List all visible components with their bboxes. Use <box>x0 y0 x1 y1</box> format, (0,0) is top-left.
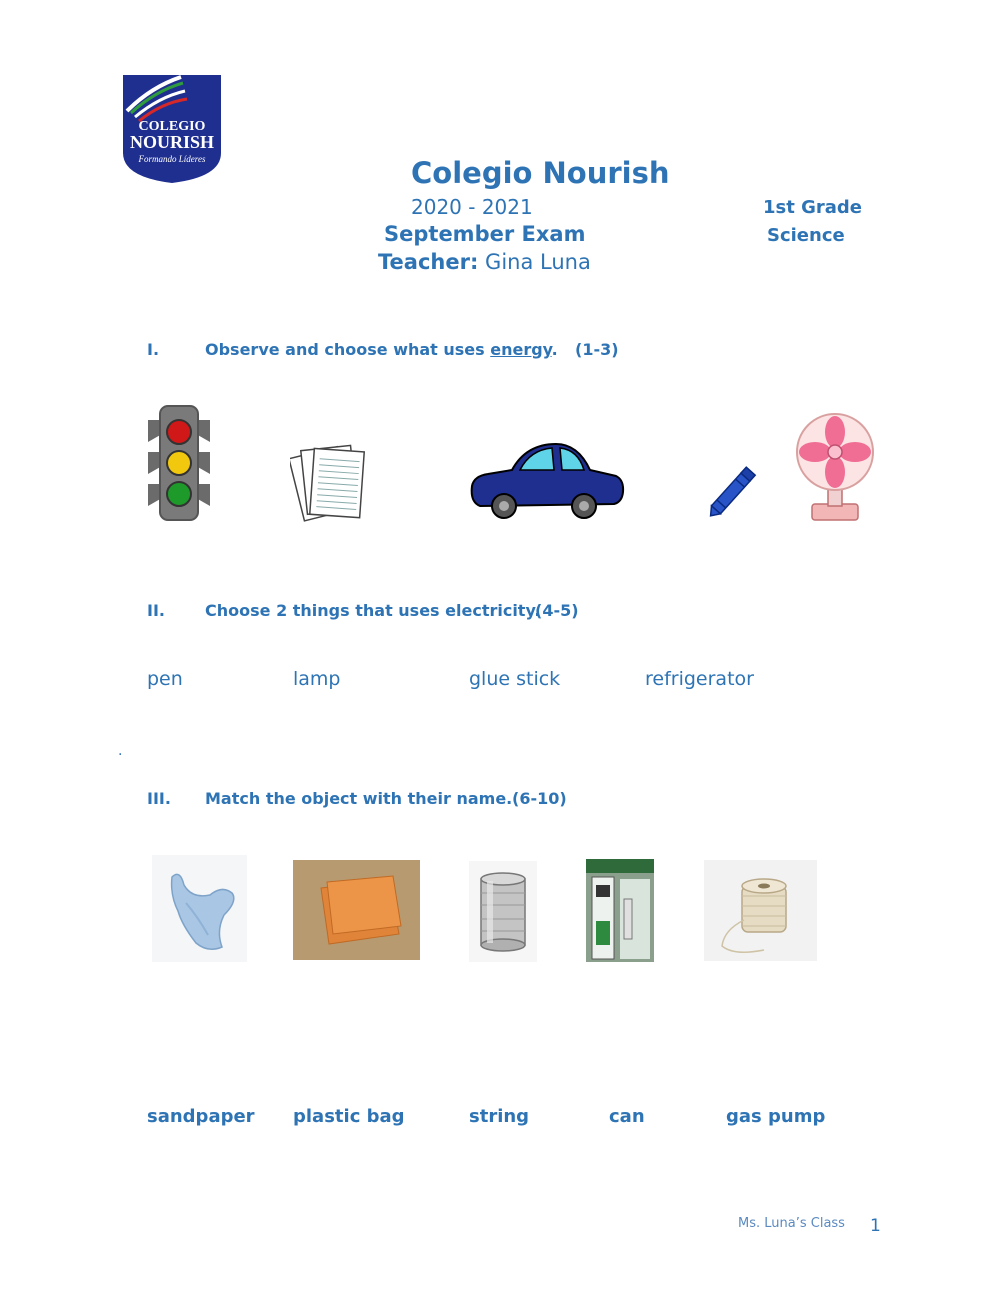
option-refrigerator[interactable]: refrigerator <box>645 668 754 690</box>
school-title: Colegio Nourish <box>411 156 670 190</box>
logo-line2: NOURISH <box>129 132 215 152</box>
paper-sheets-image[interactable] <box>290 440 370 525</box>
section1-range: (1-3) <box>575 340 619 359</box>
tin-can-photo[interactable] <box>469 861 537 962</box>
exam-title: September Exam <box>384 222 586 246</box>
section2-number: II. <box>147 601 165 620</box>
section3-instruction: Match the object with their name. <box>205 789 513 808</box>
logo-line3: Formando Líderes <box>138 154 206 164</box>
teacher-label: Teacher: <box>378 250 479 274</box>
school-logo <box>121 73 223 185</box>
pink-electric-fan-image[interactable] <box>794 410 876 524</box>
name-plastic-bag[interactable]: plastic bag <box>293 1106 405 1127</box>
subject-label: Science <box>767 225 845 246</box>
name-string[interactable]: string <box>469 1106 530 1127</box>
option-glue-stick[interactable]: glue stick <box>469 668 561 690</box>
teacher-name: Gina Luna <box>485 250 591 274</box>
blue-crayon-image[interactable] <box>700 460 764 524</box>
gas-pump-photo[interactable] <box>586 859 654 962</box>
traffic-light-image[interactable] <box>144 404 214 522</box>
school-years: 2020 - 2021 <box>411 195 533 219</box>
name-sandpaper[interactable]: sandpaper <box>147 1106 255 1127</box>
section2-instruction: Choose 2 things that uses electricity. <box>205 601 541 620</box>
stray-dot: . <box>118 743 123 759</box>
name-gas-pump[interactable]: gas pump <box>726 1106 826 1127</box>
section1-number: I. <box>147 340 160 359</box>
section2-range: (4-5) <box>535 601 579 620</box>
plastic-bag-photo[interactable] <box>152 855 247 962</box>
section1-instruction: Observe and choose what uses energy. <box>205 340 558 359</box>
section3-range: (6-10) <box>512 789 567 808</box>
string-ball-photo[interactable] <box>704 860 817 961</box>
grade-label: 1st Grade <box>763 197 862 218</box>
sandpaper-photo[interactable] <box>293 860 420 960</box>
name-can[interactable]: can <box>609 1106 645 1127</box>
energy-underlined: energy <box>490 340 552 359</box>
teacher-line <box>378 250 591 274</box>
footer-class-name: Ms. Luna’s Class <box>738 1216 845 1231</box>
page-number: 1 <box>870 1216 881 1236</box>
logo-line1: COLEGIO <box>138 119 206 134</box>
option-lamp[interactable]: lamp <box>293 668 341 690</box>
blue-car-image[interactable] <box>468 440 626 522</box>
section3-number: III. <box>147 789 171 808</box>
option-pen[interactable]: pen <box>147 668 183 690</box>
